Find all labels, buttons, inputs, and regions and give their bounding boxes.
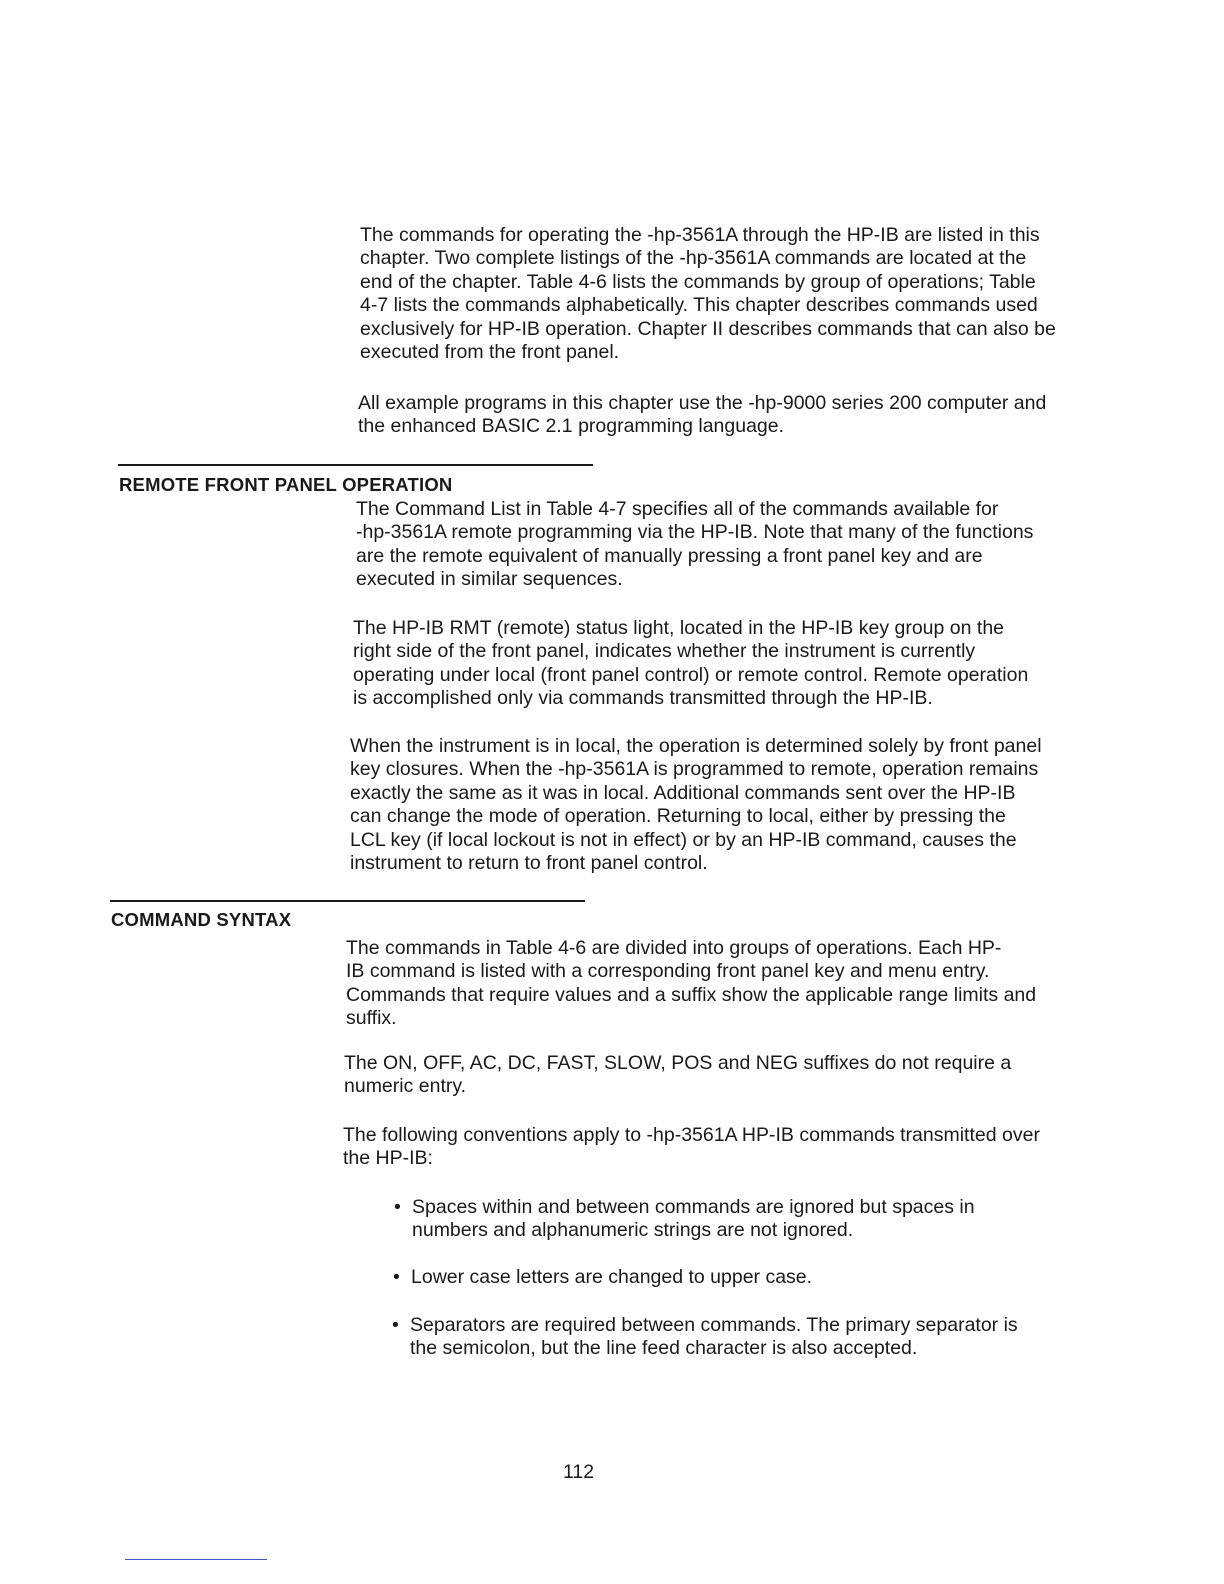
text-line: exactly the same as it was in local. Additional commands sent over the HP-IB	[350, 781, 1016, 804]
text-line: are the remote equivalent of manually pressing a front panel key and are	[356, 544, 983, 567]
text-line: The following conventions apply to -hp-3561A HP-IB commands transmitted over	[343, 1124, 1040, 1146]
text-line: can change the mode of operation. Returning to local, either by pressing the	[350, 805, 1006, 828]
text-line: IB command is listed with a corresponding front panel key and menu entry.	[346, 960, 990, 983]
text-line: The ON, OFF, AC, DC, FAST, SLOW, POS and NEG suffixes do not require a	[344, 1052, 1012, 1074]
remote-paragraph-1	[356, 498, 1033, 592]
section-rule-remote	[118, 464, 593, 466]
section-rule-syntax	[110, 900, 585, 902]
text-line: When the instrument is in local, the operation is determined solely by front panel	[350, 735, 1042, 757]
text-line: -hp-3561A remote programming via the HP-IB. Note that many of the functions	[356, 521, 1034, 544]
list-item	[393, 1266, 813, 1289]
text-line: the semicolon, but the line feed character is also accepted.	[410, 1337, 918, 1360]
intro-paragraph-2	[358, 392, 1046, 439]
list-item	[392, 1314, 1018, 1361]
text-line: the HP-IB:	[343, 1147, 433, 1170]
text-line: numeric entry.	[344, 1075, 467, 1098]
bullet-icon: •	[392, 1314, 399, 1336]
text-line: Lower case letters are changed to upper case.	[411, 1266, 813, 1288]
bullet-icon: •	[393, 1266, 400, 1288]
text-line: operating under local (front panel control) or remote control. Remote operation	[353, 663, 1029, 686]
text-line: The Command List in Table 4-7 specifies all of the commands available for	[356, 498, 999, 520]
text-line: is accomplished only via commands transmitted through the HP-IB.	[353, 687, 933, 710]
syntax-paragraph-1	[346, 937, 1036, 1031]
section-heading-syntax: COMMAND SYNTAX	[111, 909, 292, 930]
text-line: right side of the front panel, indicates whether the instrument is currently	[353, 640, 976, 663]
syntax-paragraph-2	[344, 1052, 1011, 1099]
bullet-icon: •	[394, 1196, 401, 1218]
page-number: 112	[563, 1461, 595, 1483]
text-line: numbers and alphanumeric strings are not ignored.	[412, 1219, 854, 1242]
section-heading-remote: REMOTE FRONT PANEL OPERATION	[119, 474, 453, 495]
text-line: LCL key (if local lockout is not in effect) or by an HP-IB command, causes the	[350, 828, 1017, 851]
text-line: The commands in Table 4-6 are divided into groups of operations. Each HP-	[346, 937, 1002, 959]
text-line: Commands that require values and a suffix show the applicable range limits and	[346, 983, 1037, 1006]
text-line: exclusively for HP-IB operation. Chapter II describes commands that can also be	[360, 317, 1056, 340]
intro-paragraph-1	[360, 224, 1056, 364]
footer-divider	[125, 1559, 267, 1560]
list-item	[394, 1196, 975, 1243]
text-line: The HP-IB RMT (remote) status light, located in the HP-IB key group on the	[353, 617, 1005, 639]
remote-paragraph-3	[350, 735, 1042, 875]
text-line: the enhanced BASIC 2.1 programming language.	[358, 415, 785, 438]
text-line: Separators are required between commands. The primary separator is	[410, 1314, 1018, 1336]
text-line: All example programs in this chapter use the -hp-9000 series 200 computer and	[358, 392, 1047, 414]
text-line: Spaces within and between commands are ignored but spaces in	[412, 1196, 975, 1218]
text-line: key closures. When the -hp-3561A is programmed to remote, operation remains	[350, 758, 1039, 781]
syntax-paragraph-3	[343, 1124, 1040, 1171]
text-line: executed in similar sequences.	[356, 568, 623, 591]
text-line: executed from the front panel.	[360, 341, 620, 364]
remote-paragraph-2	[353, 617, 1028, 711]
text-line: instrument to return to front panel control.	[350, 852, 708, 875]
text-line: suffix.	[346, 1007, 397, 1030]
text-line: end of the chapter. Table 4-6 lists the commands by group of operations; Table	[360, 270, 1036, 293]
text-line: chapter. Two complete listings of the -hp-3561A commands are located at the	[360, 247, 1027, 270]
text-line: The commands for operating the -hp-3561A through the HP-IB are listed in this	[360, 224, 1040, 246]
text-line: 4-7 lists the commands alphabetically. This chapter describes commands used	[360, 294, 1038, 317]
